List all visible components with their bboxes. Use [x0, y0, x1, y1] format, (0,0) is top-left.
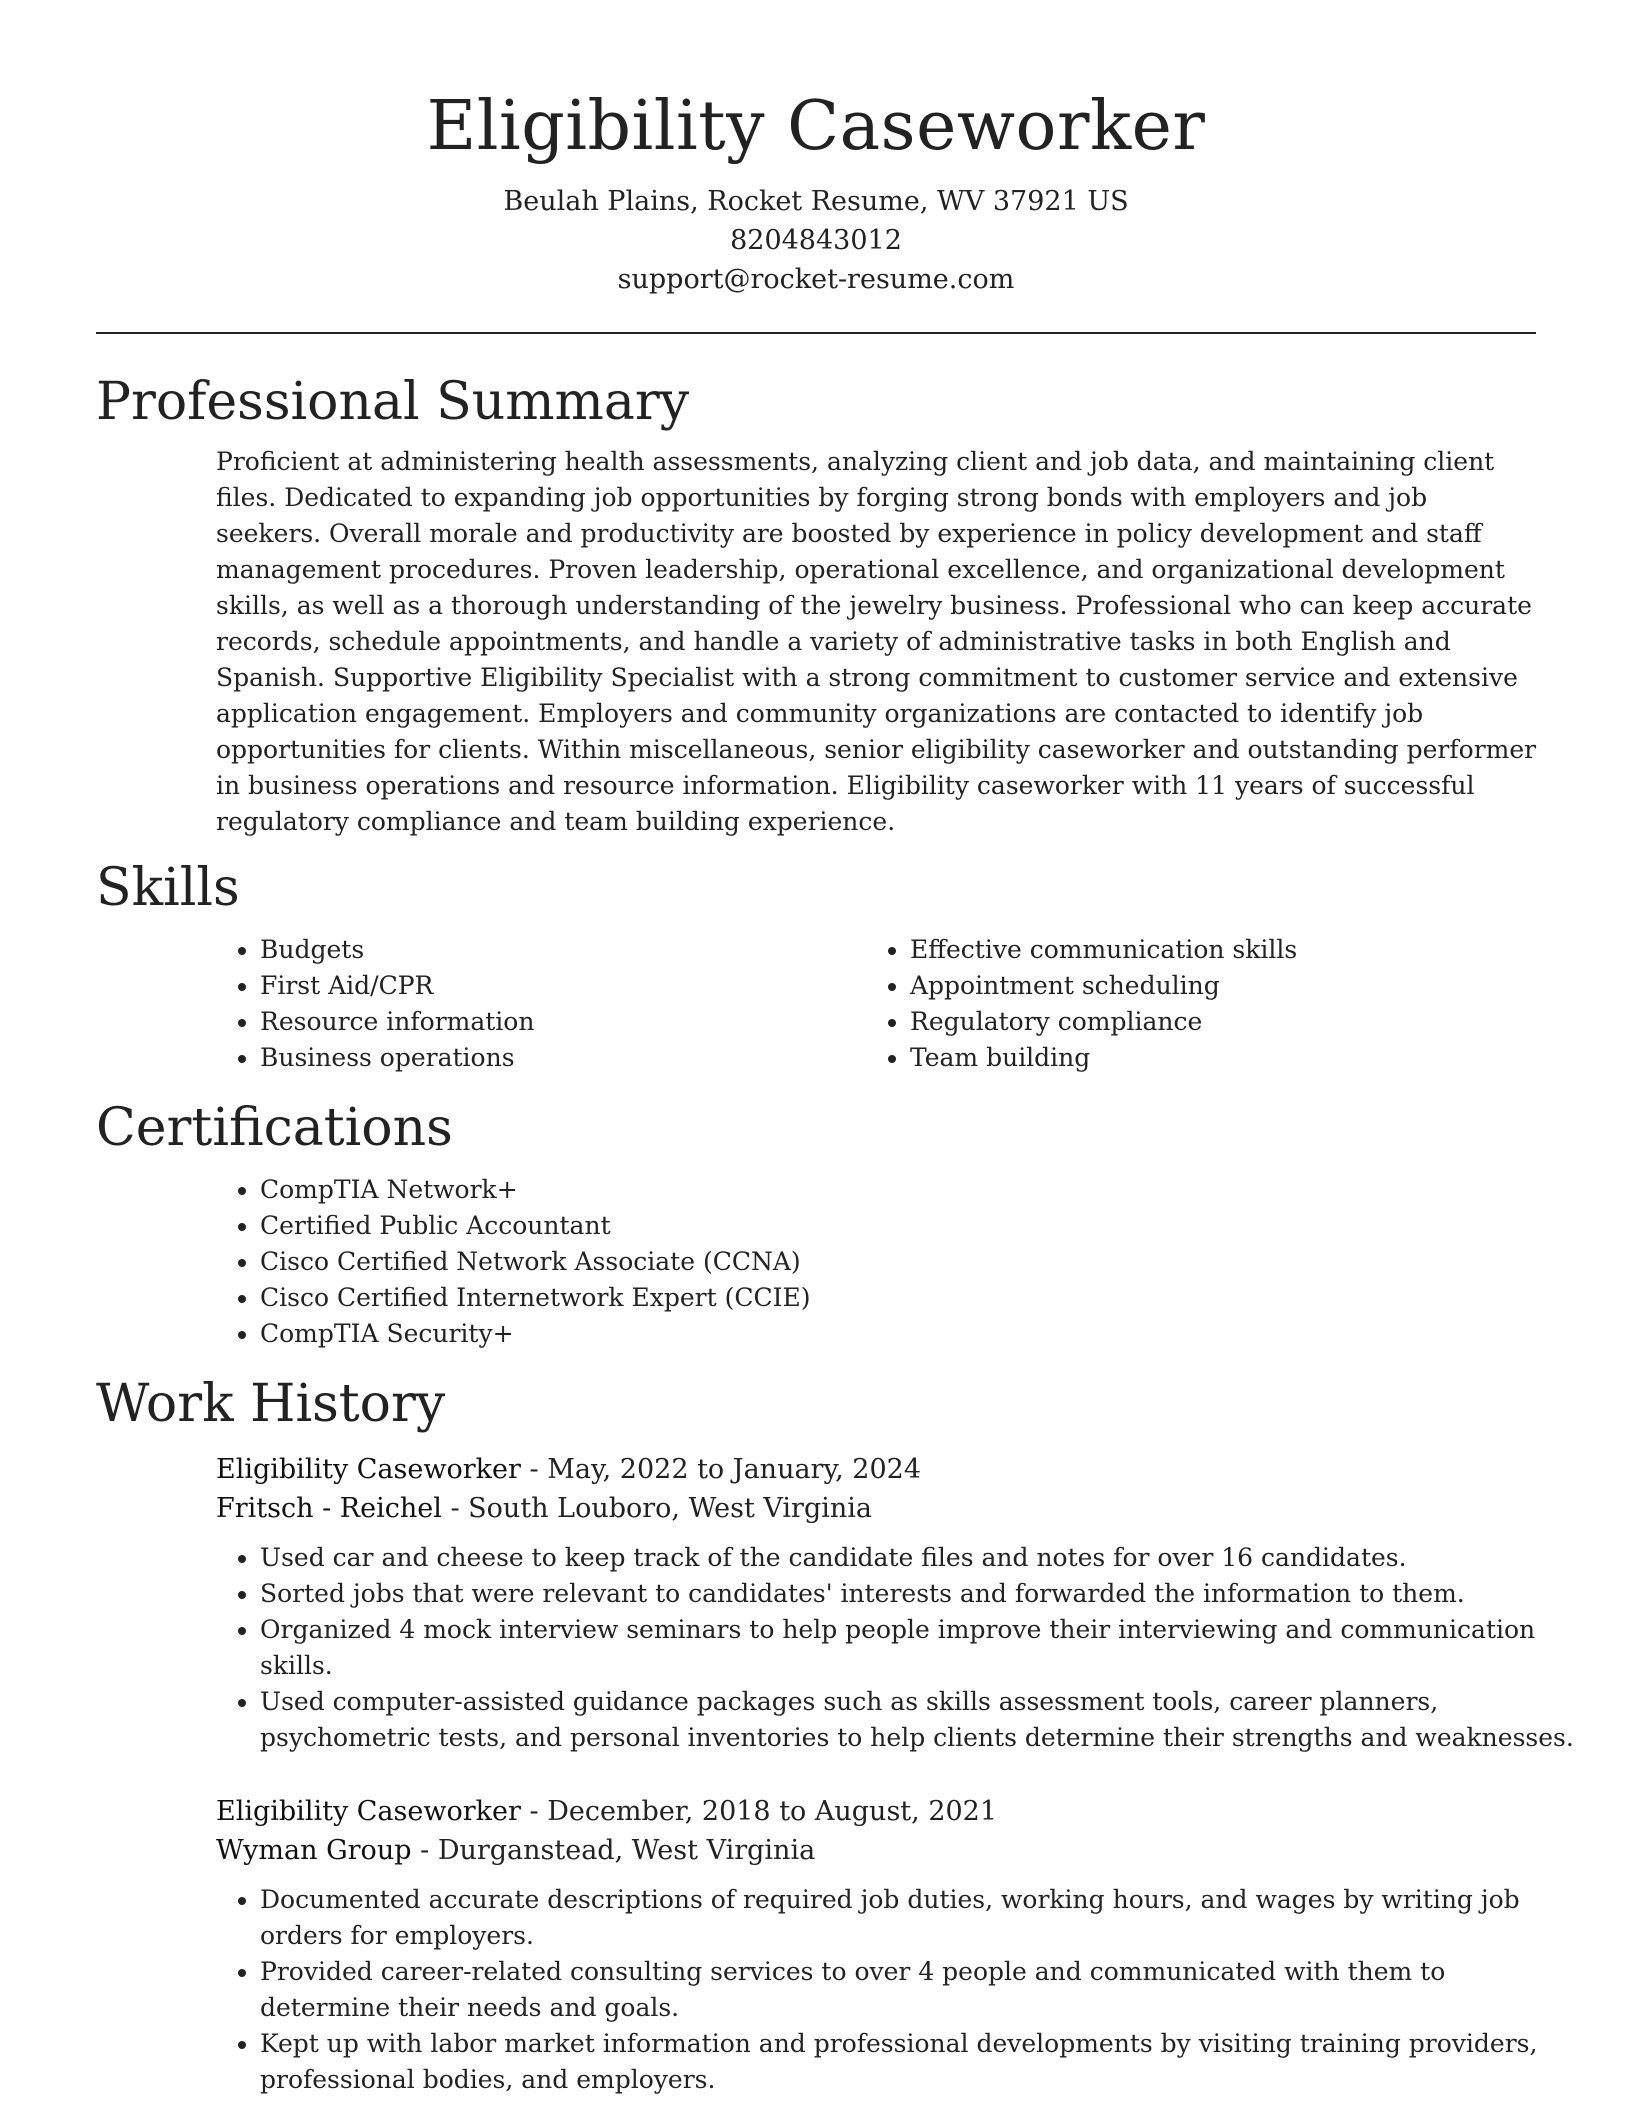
job-location: Durganstead, West Virginia: [437, 1835, 816, 1866]
job-bullets: [216, 1540, 1582, 1756]
certifications-section: [96, 1098, 1536, 1352]
job-company-line: [216, 1489, 1536, 1528]
summary-heading: Professional Summary: [96, 372, 690, 432]
summary-section: [96, 372, 1536, 840]
contact-block: [96, 182, 1536, 299]
certification-item: • Certified Public Accountant: [260, 1208, 1536, 1244]
job-company: Fritsch - Reichel: [216, 1493, 442, 1524]
skills-heading: Skills: [96, 858, 240, 918]
job-bullet: • Used car and cheese to keep track of the candidate files and notes for over 16 candidates.: [260, 1540, 1582, 1576]
skill-item: • Budgets: [260, 932, 866, 968]
job-bullet: • Organized 4 mock interview seminars to help people improve their interviewing and communication skills.: [260, 1612, 1582, 1684]
work-history-section: [96, 1374, 1574, 2098]
job-title-line: [216, 1792, 1536, 1831]
job-bullet: • Kept up with labor market information and professional developments by visiting training providers, professional bodies, and employers.: [260, 2026, 1582, 2098]
job-role: Eligibility Caseworker: [216, 1454, 521, 1485]
job-entry: [216, 1792, 1536, 2098]
job-dates: May, 2022 to January, 2024: [547, 1454, 922, 1485]
skills-grid: [216, 932, 1536, 1076]
contact-address: Beulah Plains, Rocket Resume, WV 37921 US: [503, 186, 1129, 217]
job-location: South Louboro, West Virginia: [468, 1493, 872, 1524]
job-entry: [216, 1450, 1574, 1756]
job-bullet: • Documented accurate descriptions of required job duties, working hours, and wages by writing job orders for employers.: [260, 1882, 1582, 1954]
resume-page: [96, 0, 1574, 2098]
skill-item: • Business operations: [260, 1040, 866, 1076]
resume-header: [96, 0, 1536, 299]
job-company: Wyman Group: [216, 1835, 412, 1866]
certification-item: • CompTIA Security+: [260, 1316, 1536, 1352]
skills-column-left: [216, 932, 866, 1076]
certification-item: • CompTIA Network+: [260, 1172, 1536, 1208]
job-bullet: • Used computer-assisted guidance packages such as skills assessment tools, career planners, psychometric tests, and personal inventories to help clients determine their strengths and weaknesses.: [260, 1684, 1582, 1756]
certification-item: • Cisco Certified Network Associate (CCNA): [260, 1244, 1536, 1280]
skill-item: • Effective communication skills: [910, 932, 1516, 968]
certifications-heading: Certifications: [96, 1098, 453, 1158]
contact-email: support@rocket-resume.com: [617, 264, 1015, 295]
job-bullets: [216, 1882, 1582, 2098]
certification-item: • Cisco Certified Internetwork Expert (CCIE): [260, 1280, 1536, 1316]
job-separator: -: [529, 1454, 548, 1485]
work-history-heading: Work History: [96, 1374, 446, 1434]
job-dates: December, 2018 to August, 2021: [547, 1796, 998, 1827]
skill-item: • Appointment scheduling: [910, 968, 1516, 1004]
skill-item: • Resource information: [260, 1004, 866, 1040]
skills-column-right: [866, 932, 1516, 1076]
job-company-line: [216, 1831, 1536, 1870]
candidate-name: Eligibility Caseworker: [426, 87, 1206, 166]
job-separator: -: [420, 1835, 438, 1866]
skill-item: • Team building: [910, 1040, 1516, 1076]
job-bullet: • Provided career-related consulting services to over 4 people and communicated with them to determine their needs and goals.: [260, 1954, 1582, 2026]
job-bullet: • Sorted jobs that were relevant to candidates' interests and forwarded the information to them.: [260, 1576, 1582, 1612]
job-separator: -: [529, 1796, 548, 1827]
certifications-list: [216, 1172, 1536, 1352]
job-separator: -: [450, 1493, 469, 1524]
skill-item: • First Aid/CPR: [260, 968, 866, 1004]
contact-phone: 8204843012: [730, 225, 902, 256]
job-title-line: [216, 1450, 1536, 1489]
skills-section: [96, 858, 1536, 1076]
summary-paragraph: Proficient at administering health assessments, analyzing client and job data, and maintaining client files. Dedicated to expanding job opportunities by forging strong bonds with employers and job seekers. Overall morale and productivity are boosted by experience in policy development and staff management procedures. Proven leadership, operational excellence, and organizational development skills, as well as a thorough understanding of the jewelry business. Professional who can keep accurate records, schedule appointments, and handle a variety of administrative tasks in both English and Spanish. Supportive Eligibility Specialist with a strong commitment to customer service and extensive application engagement. Employers and community organizations are contacted to identify job opportunities for clients. Within miscellaneous, senior eligibility caseworker and outstanding performer in business operations and resource information. Eligibility caseworker with 11 years of successful regulatory compliance and team building experience.: [216, 447, 1537, 836]
skill-item: • Regulatory compliance: [910, 1004, 1516, 1040]
header-divider: [96, 332, 1536, 334]
job-role: Eligibility Caseworker: [216, 1796, 521, 1827]
